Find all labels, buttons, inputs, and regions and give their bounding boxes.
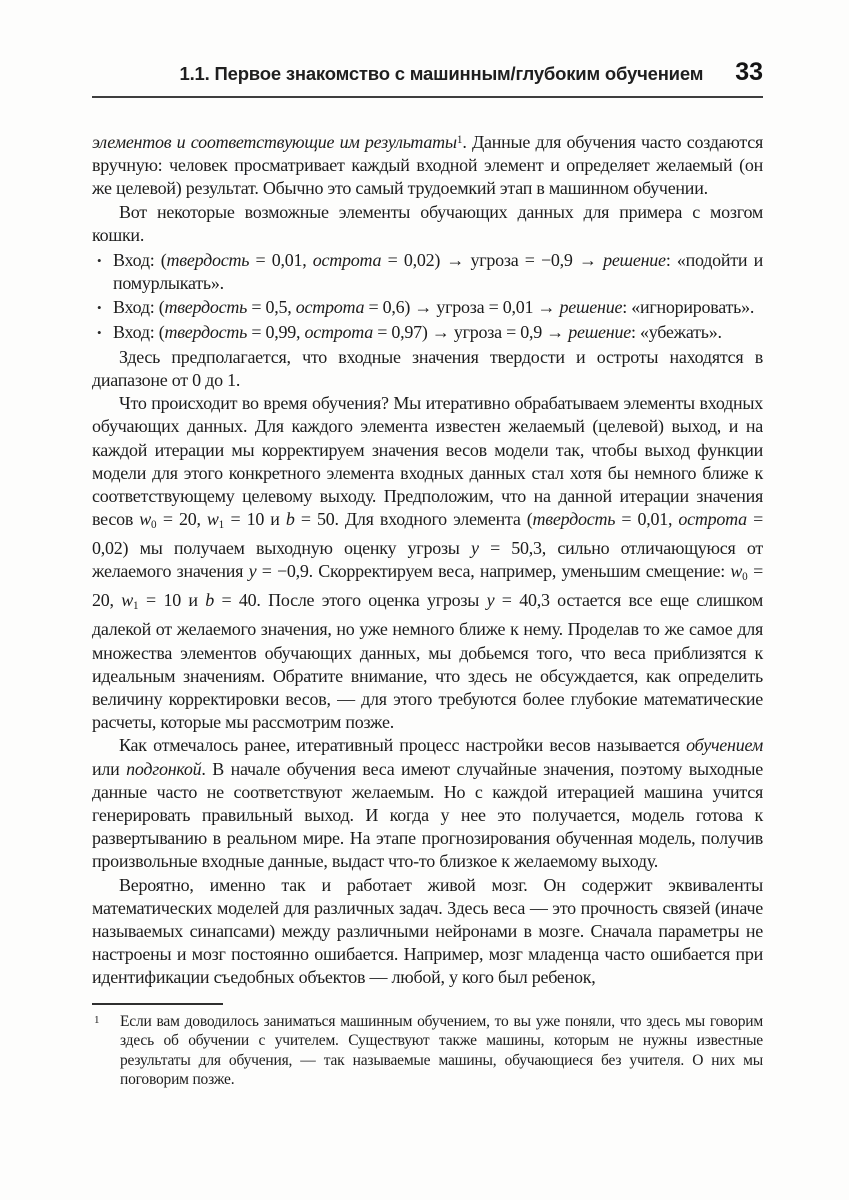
- paragraph-intro-list: Вот некоторые возможные элементы обучающих данных для примера с мозгом кошки.: [92, 201, 763, 245]
- page-number: 33: [735, 58, 763, 86]
- list-item-text: Вход: (твердость = 0,99, острота = 0,97) → угроза = 0,9 → решение: «убежать».: [113, 321, 722, 342]
- list-item: [92, 296, 763, 319]
- footnote: [92, 1012, 763, 1090]
- list-item: [92, 321, 763, 344]
- bullet-icon: •: [97, 324, 102, 340]
- list-item: [92, 249, 763, 295]
- section-header-title: 1.1. Первое знакомство с машинным/глубоким обучением: [179, 63, 704, 84]
- paragraph-brain-analogy: Вероятно, именно так и работает живой мозг. Он содержит эквиваленты математических моделей для различных задач. Здесь веса — это прочность связей (иначе называемых синапсами) между различными нейронами в мозге. Сначала параметры не настроены и мозг постоянно ошибается. Например, мозг младенца часто ошибается при идентификации съедобных объектов — любой, у кого был ребенок,: [92, 874, 763, 988]
- training-examples-list: [92, 249, 763, 344]
- list-item-text: Вход: (твердость = 0,01, острота = 0,02) → угроза = −0,9 → решение: «подойти и помурлыкать».: [113, 250, 764, 294]
- bullet-icon: •: [97, 253, 102, 269]
- page-header: [92, 58, 763, 98]
- paragraph-continuation: элементов и соответствующие им результаты$^1$. Данные для обучения часто создаются вручную: человек просматривает каждый входной элемент и определяет желаемый (он же целевой) результат. Обычно это самый трудоемкий этап в машинном обучении.: [92, 132, 763, 199]
- body-text-block: [92, 129, 763, 990]
- footnote-text: Если вам доводилось заниматься машинным обучением, то вы уже поняли, что здесь мы говорим здесь об обучении с учителем. Существуют также машины, которым не нужны известные результаты для обучения, — так называемые машины, обучающиеся без учителя. О них мы поговорим позже.: [120, 1012, 763, 1089]
- paragraph-training-process: Что происходит во время обучения? Мы итеративно обрабатываем элементы входных обучающих данных. Для каждого элемента известен желаемый (целевой) выход, и на каждой итерации мы корректируем значения весов модели так, чтобы выход функции модели для этого конкретного элемента входных данных стал хотя бы немного ближе к соответствующему целевому выходу. Предположим, что на данной итерации значения весов $w_0 = 20$, $w_1 = 10$ и b = 50. Для входного элемента (твердость = 0,01, острота = 0,02) мы получаем выходную оценку угрозы y = 50,3, сильно отличающуюся от желаемого значения y = −0,9. Скорректируем веса, например, уменьшим смещение: $w_0 = 20$, $w_1 = 10$ и b = 40. После этого оценка угрозы y = 40,3 остается все еще слишком далекой от желаемого значения, но уже немного ближе к нему. Проделав то же самое для множества элементов обучающих данных, мы добьемся того, что веса приблизятся к идеальным значениям. Обратите внимание, что здесь не обсуждается, как определить величину корректировки весов, — для этого требуются более глубокие математические расчеты, которые мы рассмотрим позже.: [92, 393, 763, 733]
- bullet-icon: •: [97, 300, 102, 316]
- footnote-separator: [92, 1003, 223, 1005]
- paragraph-range-note: Здесь предполагается, что входные значения твердости и остроты находятся в диапазоне от 0 до 1.: [92, 346, 763, 391]
- footnote-marker: 1: [94, 1013, 100, 1026]
- list-item-text: Вход: (твердость = 0,5, острота = 0,6) → угроза = 0,01 → решение: «игнорировать».: [113, 297, 755, 318]
- paragraph-fitting: Как отмечалось ранее, итеративный процесс настройки весов называется обучением или подгонкой. В начале обучения веса имеют случайные значения, поэтому выходные данные часто не соответствуют желаемым. Но с каждой итерацией машина учится генерировать правильный выход. И когда у нее это получается, модель готова к развертыванию в реальном мире. На этапе прогнозирования обученная модель, получив произвольные входные данные, выдаст что-то близкое к желаемому выходу.: [92, 735, 763, 872]
